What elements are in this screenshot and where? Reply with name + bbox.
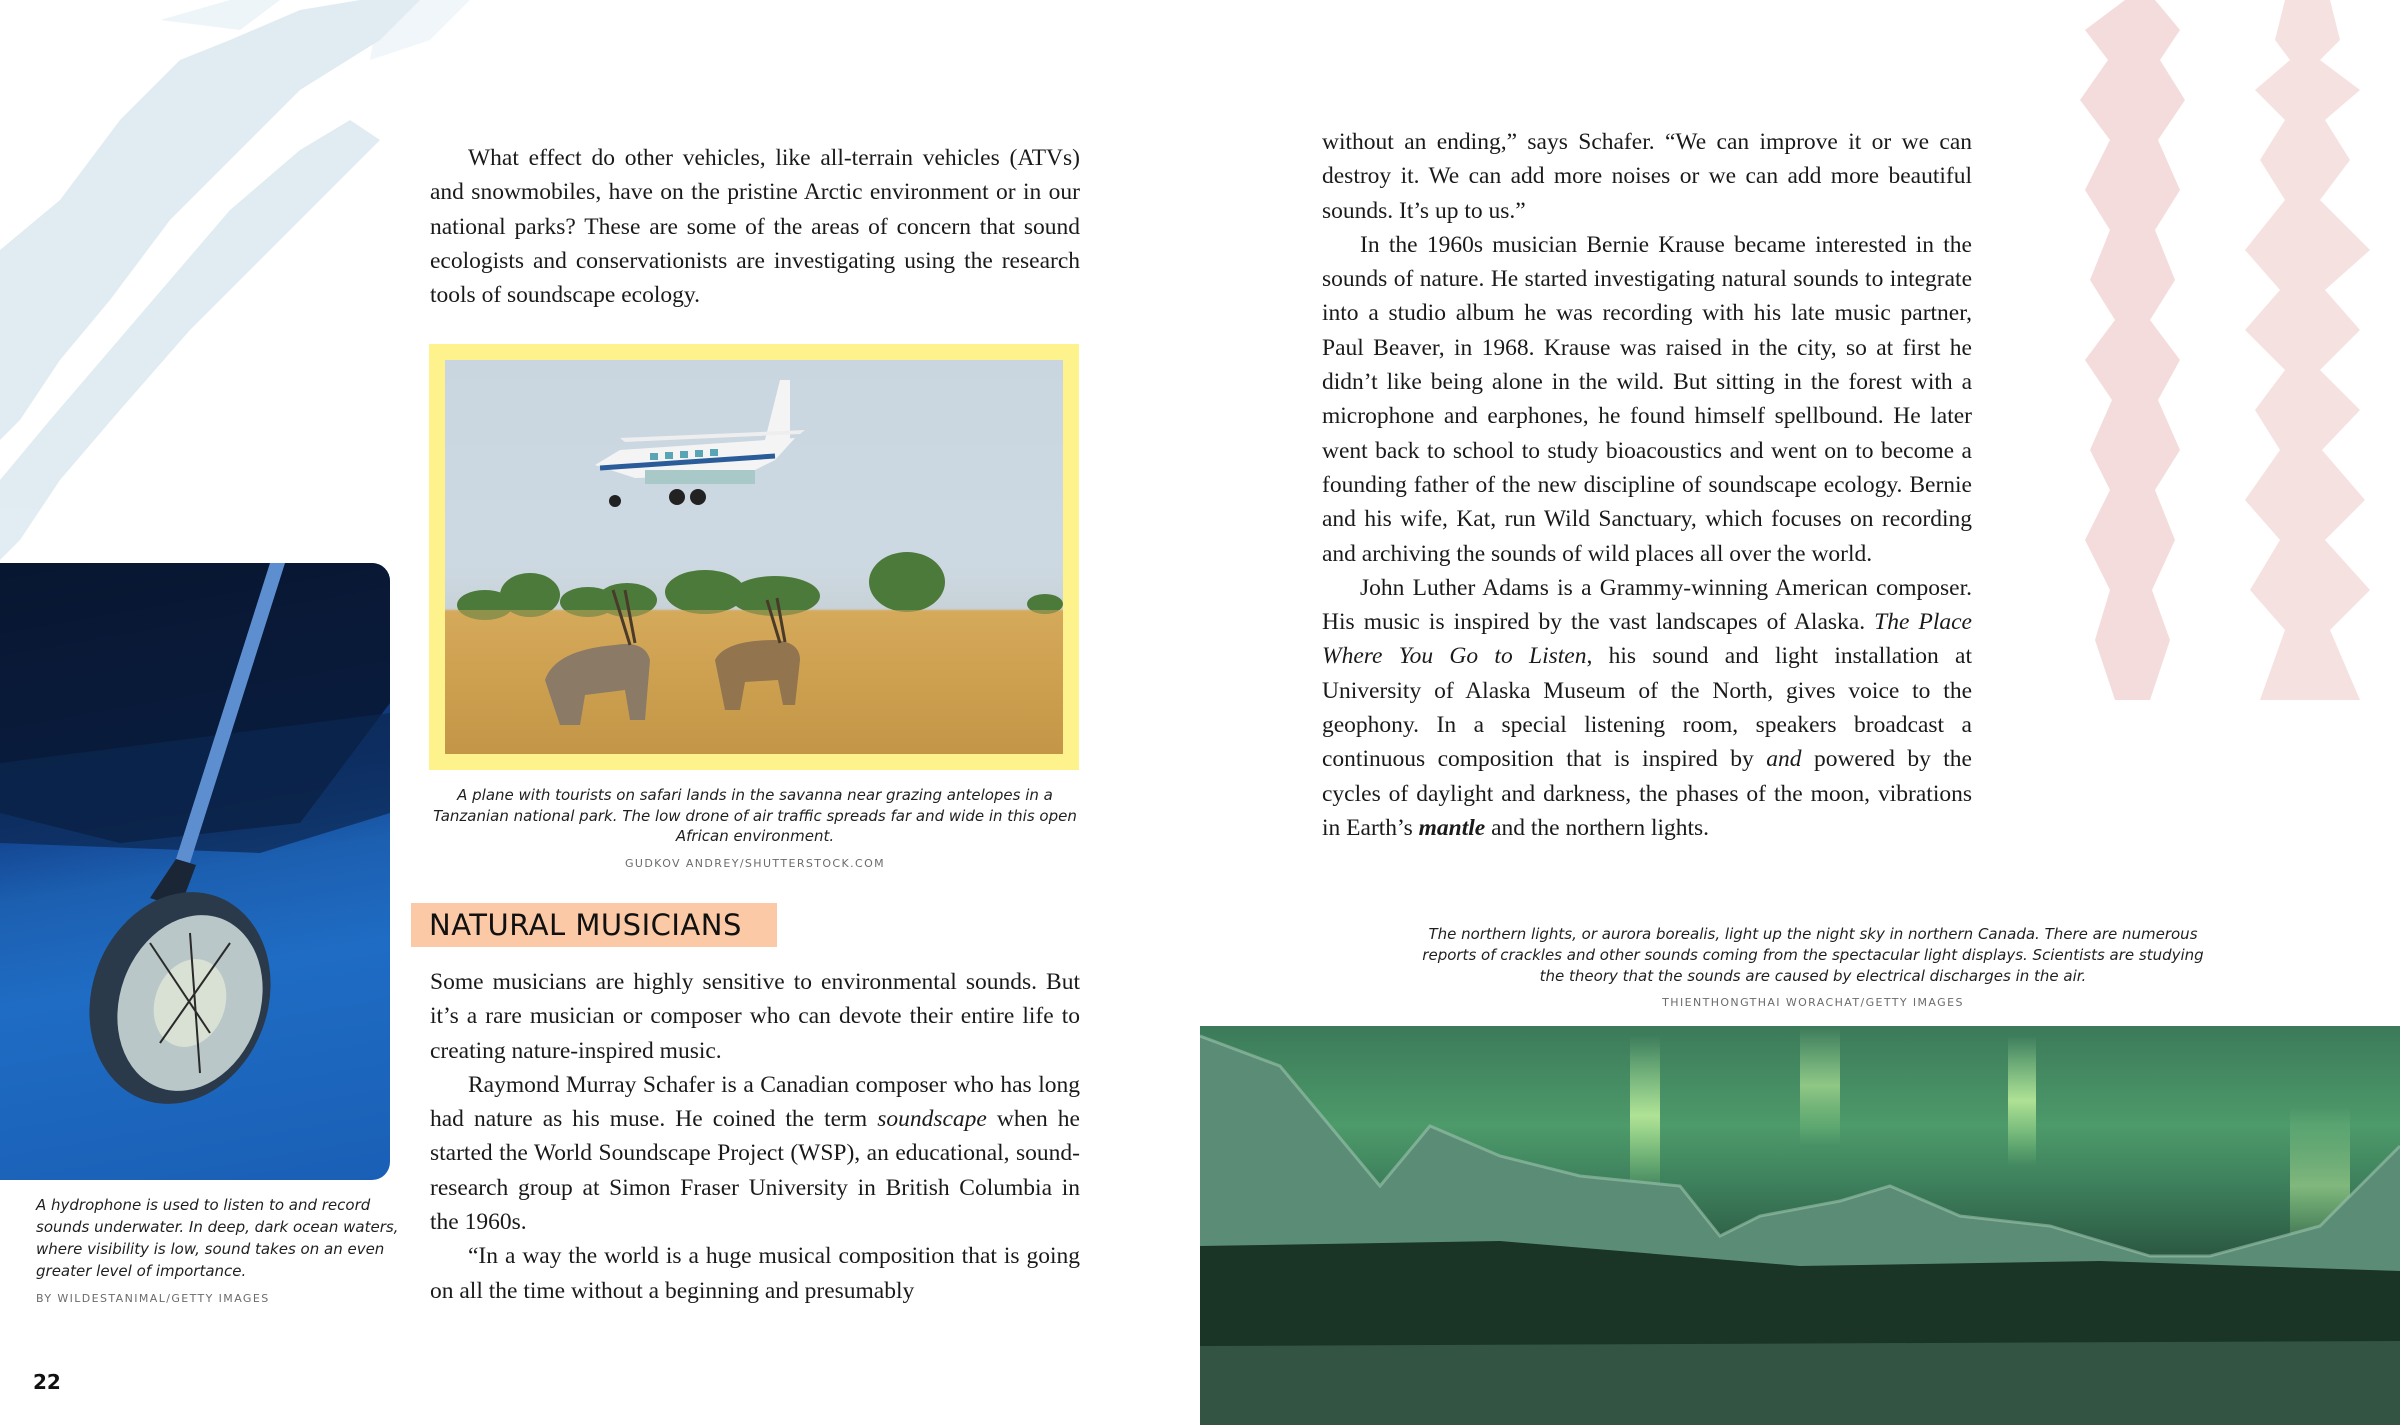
term-soundscape: soundscape bbox=[877, 1106, 987, 1133]
pink-waveform-decoration bbox=[2030, 0, 2400, 700]
paragraph-adams bbox=[1322, 571, 1972, 845]
paragraph-rare-musician: Some musicians are highly sensitive to environmental sounds. But it’s a rare musician or composer who can devote their entire life to creating nature-inspired music. bbox=[430, 969, 1080, 1064]
intro-text-block bbox=[430, 141, 1080, 312]
plane-photo bbox=[445, 360, 1063, 754]
paragraph-schafer-quote-continued: without an ending,” says Schafer. “We can improve it or we can destroy it. We can add more noises or we can add more beautiful sounds. It’s up to us.” bbox=[1322, 129, 1972, 224]
hydrophone-photo bbox=[0, 563, 390, 1180]
emphasis-and: and bbox=[1766, 746, 1802, 773]
section-heading-natural-musicians: NATURAL MUSICIANS bbox=[411, 903, 777, 947]
page-number: 22 bbox=[33, 1370, 61, 1394]
right-column-body bbox=[1322, 125, 1972, 845]
hydrophone-photo-credit: BY WILDESTANIMAL/GETTY IMAGES bbox=[36, 1292, 270, 1305]
plane-photo-frame bbox=[429, 344, 1079, 770]
adams-text-part4: and the northern lights. bbox=[1485, 814, 1710, 841]
adams-text-part1: John Luther Adams is a Grammy-winning American composer. His music is inspired by the vast landscapes of Alaska. bbox=[1322, 574, 1972, 636]
adams-text-part2: , his sound and light installation at University of Alaska Museum of the North, gives voice to the geophony. In a special listening room, speakers broadcast a continuous composition that is inspired by bbox=[1322, 643, 1972, 773]
hydrophone-photo-caption: A hydrophone is used to listen to and record sounds underwater. In deep, dark ocean waters, where visibility is low, sound takes on an even greater level of importance. bbox=[36, 1196, 399, 1280]
aurora-photo bbox=[1200, 1026, 2400, 1425]
aurora-landscape-illustration bbox=[1200, 1026, 2400, 1425]
aurora-photo-caption: The northern lights, or aurora borealis, light up the night sky in northern Canada. There are numerous reports of crackles and other sounds coming from the spectacular light displays. Scientists are studying the theory that the sounds are caused by electrical discharges in the air. bbox=[1422, 925, 2204, 985]
paragraph-krause: In the 1960s musician Bernie Krause became interested in the sounds of nature. He started investigating natural sounds to integrate into a studio album he was recording with his late music partner, Paul Beaver, in 1968. Krause was raised in the city, so at first he didn’t like being alone in the wild. But sitting in the forest with a microphone and earphones, he found himself spellbound. He later went back to school to study bioacoustics and went on to become a founding father of the new discipline of soundscape ecology. Bernie and his wife, Kat, run Wild Sanctuary, which focuses on recording and archiving the sounds of wild places all over the world. bbox=[1322, 231, 1972, 567]
tree-line bbox=[457, 552, 1063, 620]
plane-photo-credit: GUDKOV ANDREY/SHUTTERSTOCK.COM bbox=[624, 857, 886, 870]
schafer-text-part2: when he started the World Soundscape Project (WSP), an educational, sound-research group at Simon Fraser University in British Columbia in the 1960s. bbox=[430, 1106, 1080, 1236]
schafer-text-part1: Raymond Murray Schafer is a Canadian composer who has long had nature as his muse. He coined the term bbox=[430, 1071, 1080, 1133]
installation-title: The Place Where You Go to Listen bbox=[1322, 609, 1972, 670]
intro-paragraph: What effect do other vehicles, like all-terrain vehicles (ATVs) and snowmobiles, have on the pristine Arctic environment or in our national parks? These are some of the areas of concern that sound ecologists and conservationists are investigating using the research tools of soundscape ecology. bbox=[430, 145, 1080, 309]
adams-text-part3: powered by the cycles of daylight and darkness, the phases of the moon, vibrations in Earth’s bbox=[1322, 746, 1972, 841]
plane-savanna-illustration bbox=[445, 360, 1063, 754]
plane-photo-caption: A plane with tourists on safari lands in the savanna near grazing antelopes in a Tanzanian national park. The low drone of air traffic spreads far and wide in this open African environment. bbox=[433, 786, 1077, 845]
glossary-term-mantle[interactable]: mantle bbox=[1418, 814, 1486, 841]
left-column-body bbox=[430, 965, 1080, 1308]
hydrophone-illustration bbox=[0, 563, 390, 1180]
aurora-photo-credit: THIENTHONGTHAI WORACHAT/GETTY IMAGES bbox=[1662, 996, 1964, 1009]
paragraph-schafer-quote: “In a way the world is a huge musical composition that is going on all the time without a beginning and presumably bbox=[430, 1243, 1080, 1304]
paragraph-schafer bbox=[430, 1068, 1080, 1239]
plane bbox=[595, 380, 805, 507]
